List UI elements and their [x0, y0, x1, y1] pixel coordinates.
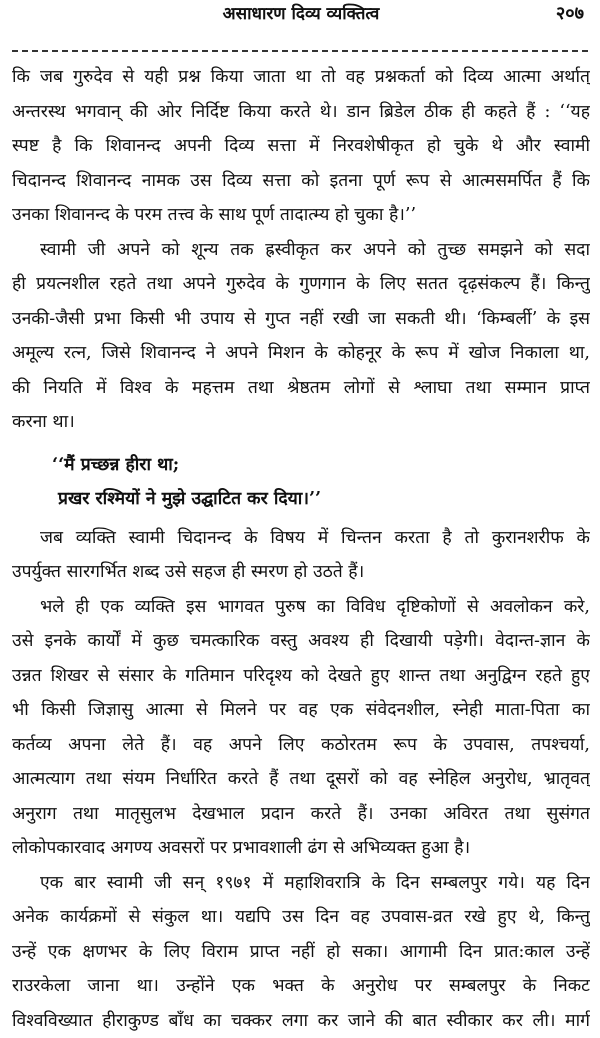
text-line: भी किसी जिज्ञासु आत्मा से मिलने पर वह एक संवेदनशील, स्नेही माता-पिता का	[12, 693, 590, 728]
text-line: जब व्यक्ति स्वामी चिदानन्द के विषय में चिन्तन करता है तो कुरानशरीफ के	[12, 521, 590, 556]
text-line: चिदानन्द शिवानन्द नामक उस दिव्य सत्ता को इतना पूर्ण रूप से आत्मसमर्पित हैं कि	[12, 164, 590, 199]
verse-line: प्रखर रश्मियों ने मुझे उद्घाटित कर दिया।’’	[12, 482, 590, 517]
paragraph	[12, 60, 590, 233]
text-line: स्वामी जी अपने को शून्य तक ह्रस्वीकृत कर अपने को तुच्छ समझने को सदा	[12, 233, 590, 268]
body-text	[12, 60, 590, 1038]
running-title: असाधारण दिव्य व्यक्तित्व	[12, 2, 590, 26]
verse-quote	[12, 448, 590, 517]
page-number: २०७	[556, 2, 584, 26]
text-line: लोकोपकारवाद अगण्य अवसरों पर प्रभावशाली ढंग से अभिव्यक्त हुआ है।	[12, 831, 590, 866]
text-line: राउरकेला जाना था। उन्होंने एक भक्त के अनुरोध पर सम्बलपुर के निकट	[12, 969, 590, 1004]
text-line: विश्वविख्यात हीराकुण्ड बाँध का चक्कर लगा कर जाने की बात स्वीकार कर ली। मार्ग	[12, 1004, 590, 1038]
text-line: उन्हें एक क्षणभर के लिए विराम प्राप्त नहीं हो सका। आगामी दिन प्रात:काल उन्हें	[12, 935, 590, 970]
text-line: ही प्रयत्नशील रहते तथा अपने गुरुदेव के गुणगान के लिए सतत दृढ़संकल्प हैं। किन्तु	[12, 267, 590, 302]
text-line: आत्मत्याग तथा संयम निर्धारित करते हैं तथा दूसरों को वह स्नेहिल अनुरोध, भ्रातृवत्	[12, 762, 590, 797]
paragraph	[12, 521, 590, 590]
text-line: कि जब गुरुदेव से यही प्रश्न किया जाता था तो वह प्रश्नकर्ता को दिव्य आत्मा अर्थात्	[12, 60, 590, 95]
text-line: उनकी-जैसी प्रभा किसी भी उपाय से गुप्त नहीं रखी जा सकती थी। ‘किम्बर्ली’ के इस	[12, 302, 590, 337]
text-line: भले ही एक व्यक्ति इस भागवत पुरुष का विविध दृष्टिकोणों से अवलोकन करे,	[12, 590, 590, 625]
text-line: उन्नत शिखर से संसार के गतिमान परिदृश्य को देखते हुए शान्त तथा अनुद्विग्न रहते हुए	[12, 659, 590, 694]
paragraph	[12, 233, 590, 440]
text-line: कर्तव्य अपना लेते हैं। वह अपने लिए कठोरतम रूप के उपवास, तपश्चर्या,	[12, 728, 590, 763]
text-line: की नियति में विश्व के महत्तम तथा श्रेष्ठतम लोगों से श्लाघा तथा सम्मान प्राप्त	[12, 371, 590, 406]
text-line: एक बार स्वामी जी सन् १९७१ में महाशिवरात्रि के दिन सम्बलपुर गये। यह दिन	[12, 866, 590, 901]
paragraph	[12, 590, 590, 866]
text-line: अन्तरस्थ भगवान् की ओर निर्दिष्ट किया करते थे। डान ब्रिडेल ठीक ही कहते हैं : ‘‘यह	[12, 95, 590, 130]
text-line: उसे इनके कार्यों में कुछ चमत्कारिक वस्तु अवश्य ही दिखायी पड़ेगी। वेदान्त-ज्ञान के	[12, 624, 590, 659]
header-divider	[12, 50, 588, 52]
text-line: उपर्युक्त सारगर्भित शब्द उसे सहज ही स्मरण हो उठते हैं।	[12, 555, 590, 590]
paragraph	[12, 866, 590, 1038]
text-line: अनुराग तथा मातृसुलभ देखभाल प्रदान करते हैं। उनका अविरत तथा सुसंगत	[12, 797, 590, 832]
text-line: अमूल्य रत्न, जिसे शिवानन्द ने अपने मिशन के कोहनूर के रूप में खोज निकाला था,	[12, 336, 590, 371]
text-line: अनेक कार्यक्रमों से संकुल था। यद्यपि उस दिन वह उपवास-व्रत रखे हुए थे, किन्तु	[12, 900, 590, 935]
text-line: स्पष्ट है कि शिवानन्द अपनी दिव्य सत्ता में निरवशेषीकृत हो चुके थे और स्वामी	[12, 129, 590, 164]
verse-line: ‘‘मैं प्रच्छन्न हीरा था;	[12, 448, 590, 483]
page-header	[12, 2, 590, 30]
text-line: उनका शिवानन्द के परम तत्त्व के साथ पूर्ण तादात्म्य हो चुका है।’’	[12, 198, 590, 233]
text-line: करना था।	[12, 405, 590, 440]
